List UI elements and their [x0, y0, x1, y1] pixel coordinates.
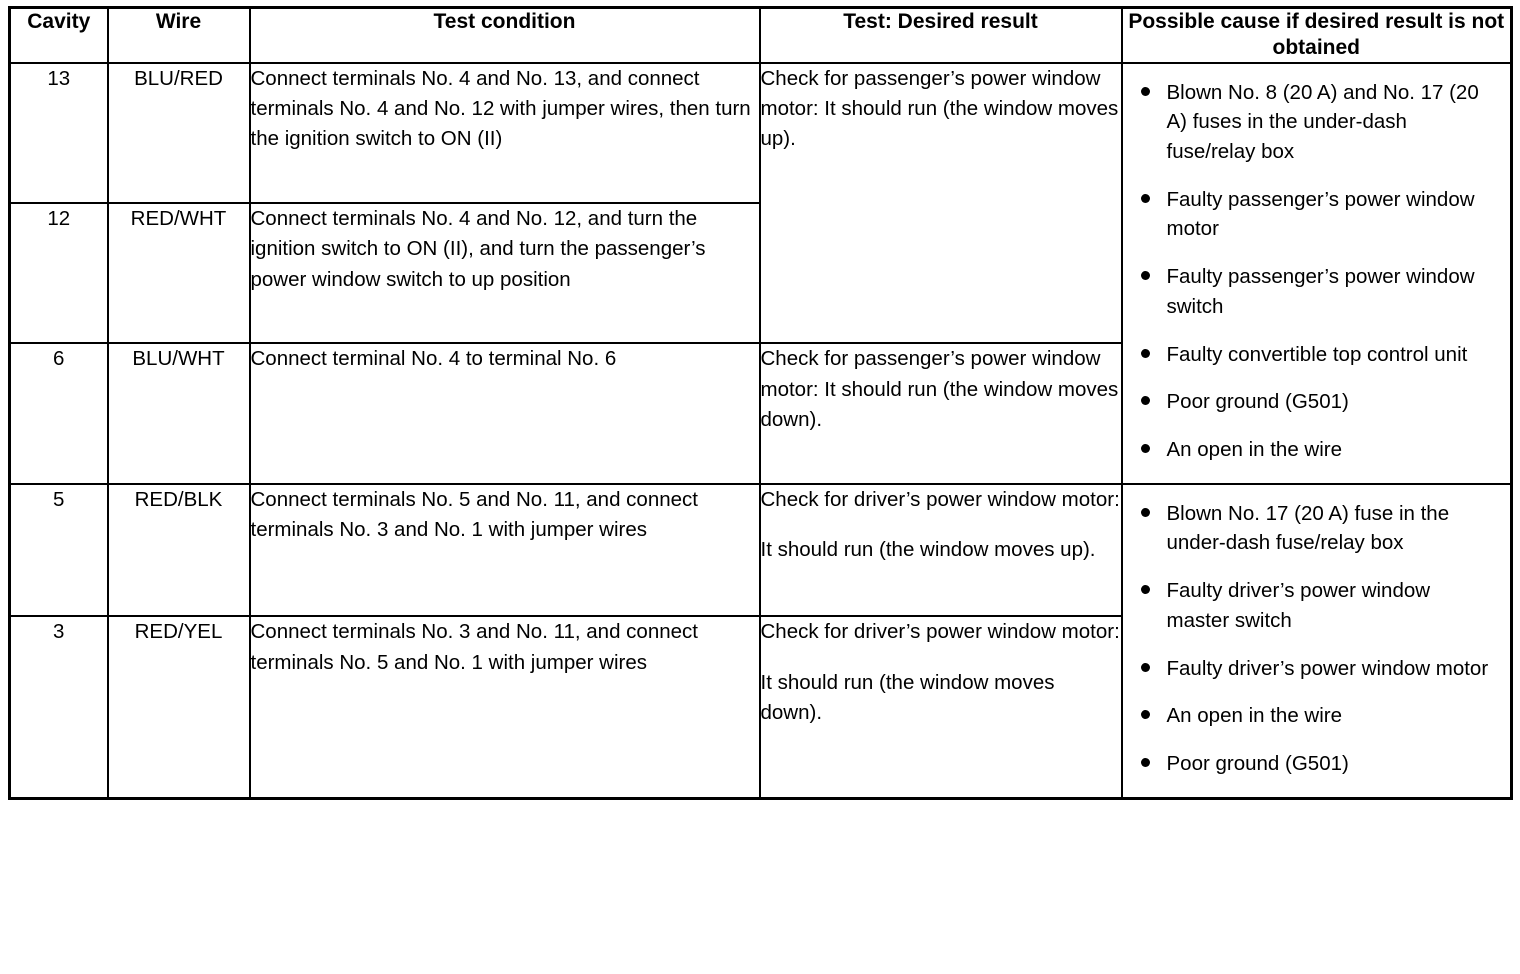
cell-possible-cause — [1122, 484, 1512, 799]
cell-desired-result: Check for passenger’s power window motor: It should run (the window moves up). — [760, 63, 1122, 344]
bullet-icon — [1141, 194, 1150, 203]
bullet-icon — [1141, 349, 1150, 358]
cause-text: Poor ground (G501) — [1166, 752, 1349, 775]
cause-text: Faulty driver’s power window motor — [1166, 656, 1489, 680]
table-row — [10, 63, 1512, 203]
bullet-icon — [1141, 508, 1150, 517]
cause-list — [1123, 64, 1511, 483]
cell-possible-cause — [1122, 63, 1512, 484]
cell-cavity: 3 — [10, 616, 108, 798]
list-item — [1133, 262, 1499, 321]
cell-test-condition: Connect terminals No. 4 and No. 13, and connect terminals No. 4 and No. 12 with jumper wires, then turn the ignition switch to ON (II) — [250, 63, 760, 203]
cause-text: Faulty convertible top control unit — [1166, 342, 1468, 366]
cell-wire: RED/WHT — [108, 203, 250, 343]
cell-cavity: 12 — [10, 203, 108, 343]
cell-desired-result: Check for passenger’s power window motor: It should run (the window moves down). — [760, 343, 1122, 483]
cell-cavity: 5 — [10, 484, 108, 617]
cell-cavity: 6 — [10, 343, 108, 483]
list-item — [1133, 499, 1499, 558]
cell-desired-result — [760, 616, 1122, 798]
table-row — [10, 484, 1512, 617]
bullet-icon — [1141, 87, 1150, 96]
diagnostic-table — [8, 6, 1513, 800]
column-header-wire: Wire — [108, 8, 250, 63]
cause-text: Blown No. 17 (20 A) fuse in the under-dash fuse/relay box — [1166, 501, 1450, 555]
list-item — [1133, 78, 1499, 167]
cell-wire: BLU/RED — [108, 63, 250, 203]
cell-test-condition: Connect terminals No. 4 and No. 12, and turn the ignition switch to ON (II), and turn the passenger’s power window switch to up position — [250, 203, 760, 343]
result-line: It should run (the window moves up). — [760, 538, 1096, 562]
result-line: It should run (the window moves down). — [760, 670, 1055, 724]
bullet-icon — [1141, 396, 1150, 405]
list-item — [1133, 576, 1499, 635]
cause-text: Blown No. 8 (20 A) and No. 17 (20 A) fuses in the under-dash fuse/relay box — [1166, 80, 1479, 163]
list-item — [1133, 387, 1499, 417]
cell-wire: BLU/WHT — [108, 343, 250, 483]
bullet-icon — [1141, 758, 1150, 767]
cell-wire: RED/BLK — [108, 484, 250, 617]
bullet-icon — [1141, 663, 1150, 672]
result-line: Check for driver’s power window motor: — [760, 487, 1120, 511]
document-page — [0, 6, 1520, 974]
column-header-test-condition: Test condition — [250, 8, 760, 63]
bullet-icon — [1141, 710, 1150, 719]
column-header-desired-result: Test: Desired result — [760, 8, 1122, 63]
list-item — [1133, 654, 1499, 684]
result-line: Check for driver’s power window motor: — [760, 620, 1120, 644]
cell-desired-result — [760, 484, 1122, 617]
bullet-icon — [1141, 585, 1150, 594]
cause-text: An open in the wire — [1166, 437, 1343, 461]
bullet-icon — [1141, 271, 1150, 280]
list-item — [1133, 435, 1499, 465]
cell-wire: RED/YEL — [108, 616, 250, 798]
cause-text: An open in the wire — [1166, 704, 1343, 728]
cause-text: Poor ground (G501) — [1166, 390, 1349, 414]
cell-test-condition: Connect terminals No. 3 and No. 11, and connect terminals No. 5 and No. 1 with jumper wires — [250, 616, 760, 798]
cause-text: Faulty passenger’s power window motor — [1166, 187, 1475, 241]
list-item — [1133, 701, 1499, 731]
cause-list — [1123, 485, 1511, 797]
list-item — [1133, 749, 1499, 779]
cell-test-condition: Connect terminals No. 5 and No. 11, and connect terminals No. 3 and No. 1 with jumper wires — [250, 484, 760, 617]
cell-cavity: 13 — [10, 63, 108, 203]
column-header-cavity: Cavity — [10, 8, 108, 63]
bullet-icon — [1141, 444, 1150, 453]
table-header-row — [10, 8, 1512, 63]
cause-text: Faulty driver’s power window master switch — [1166, 579, 1431, 632]
list-item — [1133, 185, 1499, 244]
cell-test-condition: Connect terminal No. 4 to terminal No. 6 — [250, 343, 760, 483]
list-item — [1133, 340, 1499, 370]
column-header-possible-cause: Possible cause if desired result is not obtained — [1122, 8, 1512, 63]
cause-text: Faulty passenger’s power window switch — [1166, 265, 1475, 318]
